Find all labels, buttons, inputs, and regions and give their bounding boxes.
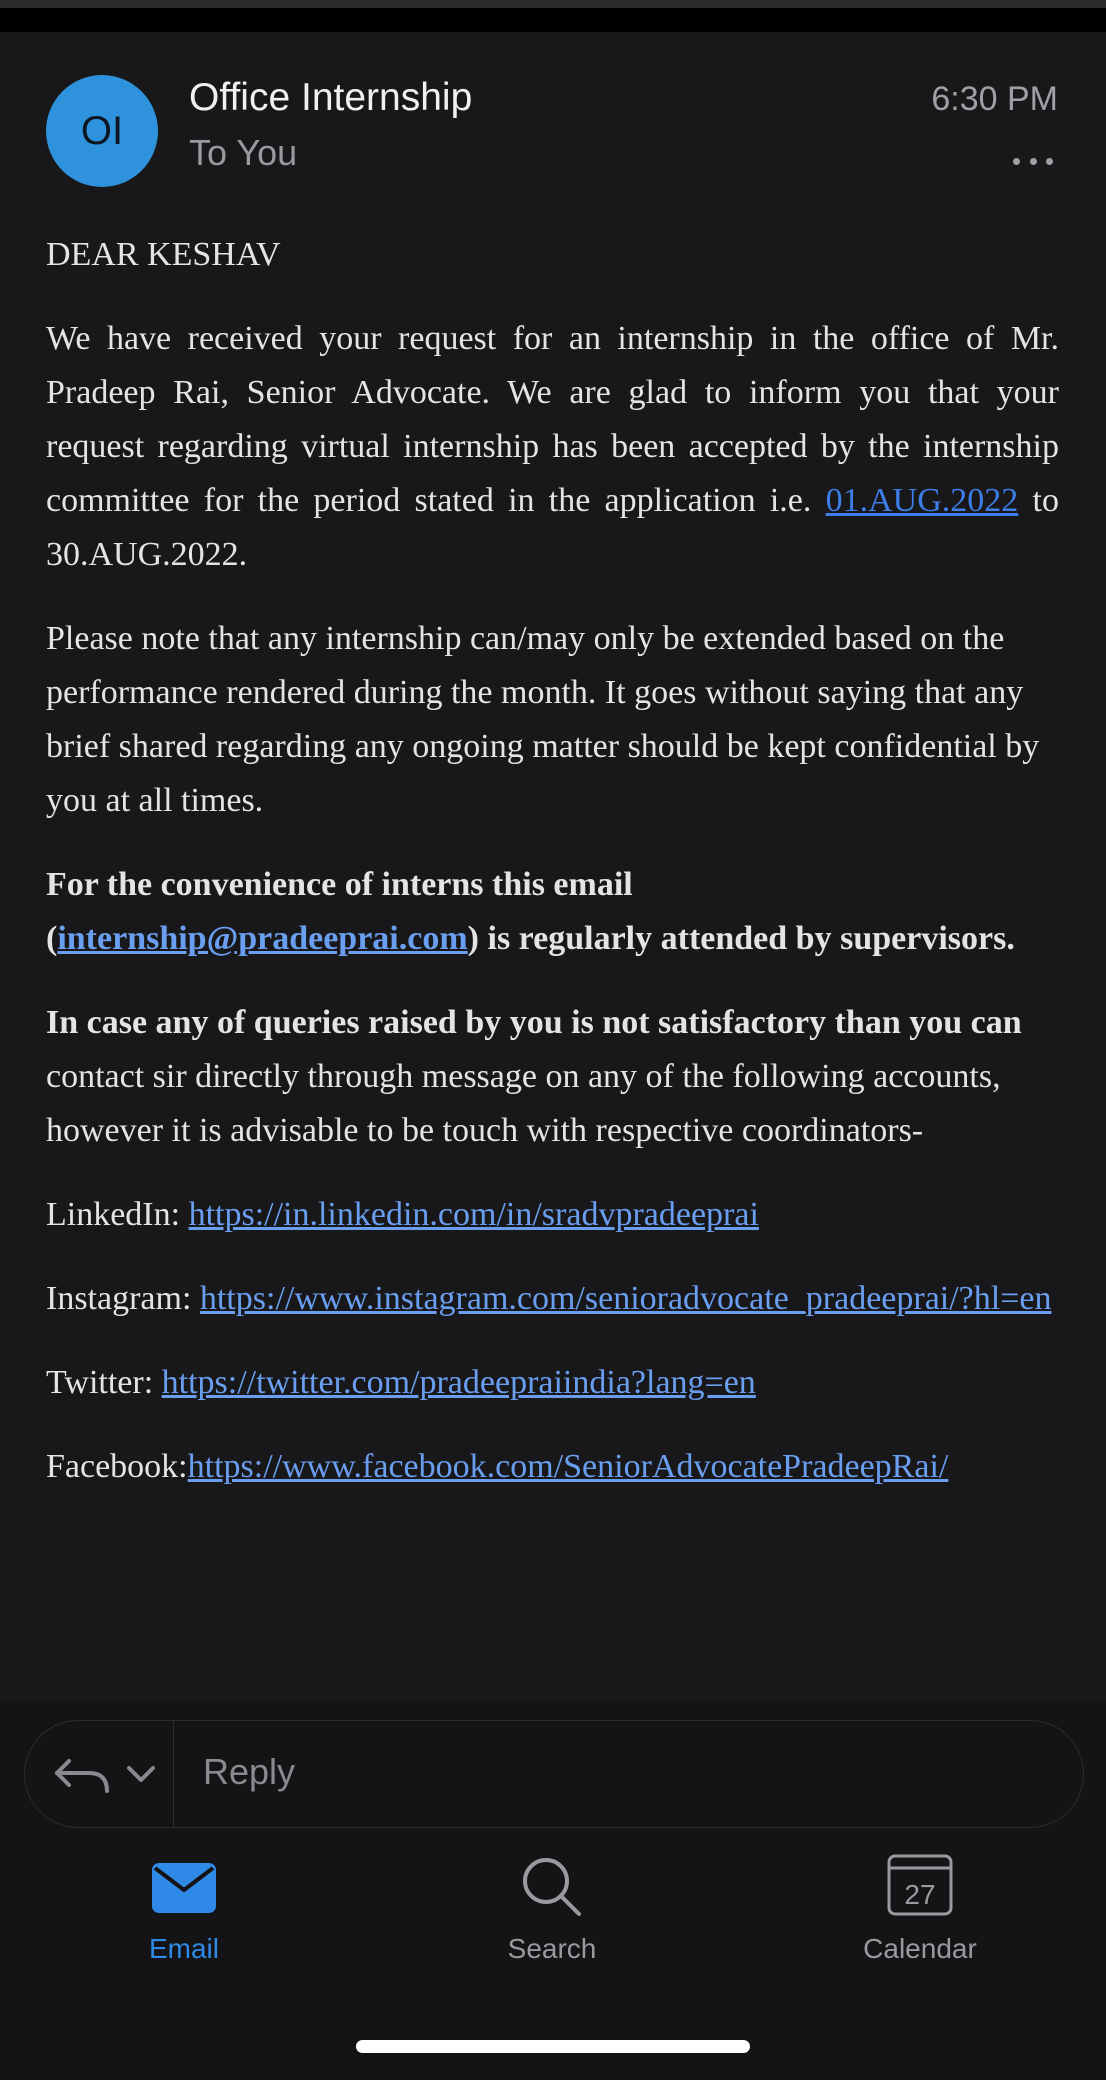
calendar-day: 27 (904, 1879, 936, 1910)
search-icon (519, 1854, 585, 1920)
reply-bar[interactable] (24, 1720, 1084, 1828)
calendar-icon (887, 1854, 953, 1916)
recipient-line: To You (189, 132, 298, 173)
tab-search[interactable]: Search (442, 1862, 662, 1965)
tab-calendar[interactable]: 27 Calendar (810, 1862, 1030, 1965)
status-bar (0, 0, 1106, 32)
more-options-icon[interactable] (1013, 158, 1053, 166)
instagram-link[interactable]: https://www.instagram.com/senioradvocate_pradeeprai/?hl=en (199, 1280, 1052, 1317)
tab-email[interactable]: Email (74, 1862, 294, 1965)
email-body (46, 228, 1059, 1524)
sender-name[interactable]: Office Internship (189, 76, 473, 119)
reply-arrow-icon (25, 1721, 173, 1827)
instagram-line: Instagram: https://www.instagram.com/senioradvocate_pradeeprai/?hl=en (46, 1280, 1052, 1317)
greeting: DEAR KESHAV (46, 236, 281, 273)
envelope-icon (151, 1862, 217, 1914)
avatar[interactable]: OI (46, 75, 158, 187)
paragraph-acceptance: We have received your request for an internship in the office of Mr. Pradeep Rai, Senior Advocate. We are glad to inform you that your request regarding virtual internship has been accepted by the internship committee for the period stated in the application i.e. 01.AUG.2022 to 30.AUG.2022. (46, 320, 1059, 573)
home-indicator[interactable] (356, 2040, 750, 2053)
internship-email-link[interactable]: internship@pradeeprai.com (57, 920, 468, 957)
paragraph-note: Please note that any internship can/may only be extended based on the performance rendered during the month. It goes without saying that any brief shared regarding any ongoing matter should be kept confidential by you at all times. (46, 620, 1040, 819)
linkedin-line: LinkedIn: https://in.linkedin.com/in/sradvpradeeprai (46, 1196, 759, 1233)
paragraph-queries: In case any of queries raised by you is not satisfactory than you can contact sir directly through message on any of the following accounts, however it is advisable to be touch with respective coordinators- (46, 1004, 1022, 1149)
chevron-down-icon (129, 1768, 153, 1780)
email-time: 6:30 PM (931, 80, 1058, 118)
reply-input[interactable]: Reply (203, 1751, 296, 1792)
facebook-line: Facebook:https://www.facebook.com/SeniorAdvocatePradeepRai/ (46, 1448, 949, 1485)
date-link[interactable]: 01.AUG.2022 (825, 482, 1019, 519)
linkedin-link[interactable]: https://in.linkedin.com/in/sradvpradeeprai (188, 1196, 759, 1233)
reply-options-button[interactable] (25, 1721, 174, 1827)
twitter-link[interactable]: https://twitter.com/pradeepraiindia?lang=en (161, 1364, 756, 1401)
twitter-line: Twitter: https://twitter.com/pradeepraiindia?lang=en (46, 1364, 756, 1401)
facebook-link[interactable]: https://www.facebook.com/SeniorAdvocatePradeepRai/ (187, 1448, 949, 1485)
paragraph-contact-email: For the convenience of interns this email (internship@pradeeprai.com) is regularly attended by supervisors. (46, 866, 1015, 957)
